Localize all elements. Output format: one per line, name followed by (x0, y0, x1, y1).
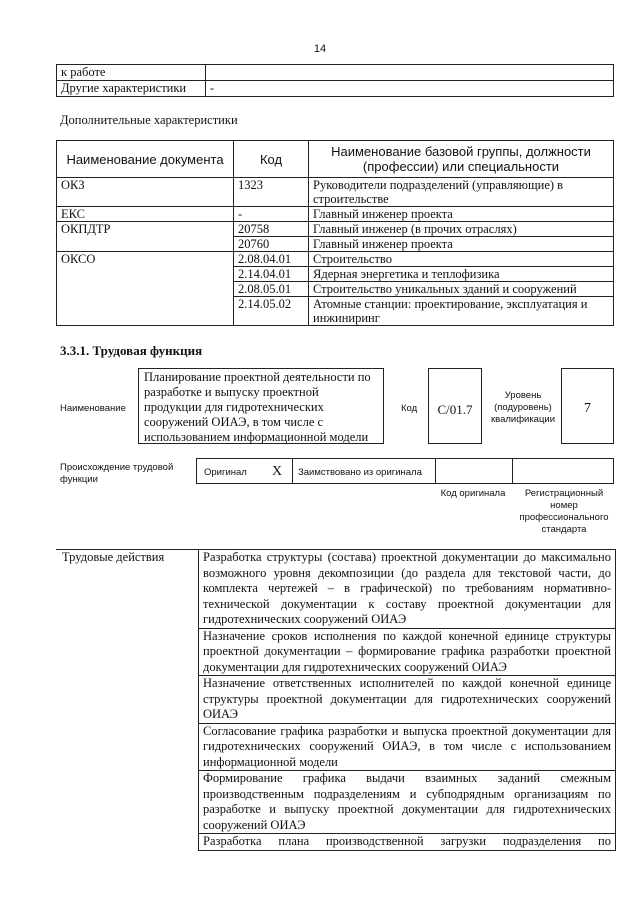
additional-heading: Дополнительные характеристики (60, 113, 238, 127)
level-value: 7 (561, 368, 614, 444)
divider (512, 458, 513, 484)
table-row (56, 550, 616, 629)
section-title: 3.3.1. Трудовая функция (60, 343, 203, 358)
labor-actions-table (56, 549, 616, 851)
top-characteristics-table (56, 64, 614, 97)
header-name: Наименование базовой группы, должности (профессии) или специальности (309, 141, 614, 178)
table-row (57, 252, 614, 267)
cell-doc: ОКПДТР (57, 222, 234, 252)
cell-name: Строительство (309, 252, 614, 267)
cell-name: Атомные станции: проектирование, эксплуатация и инжиниринг (309, 297, 614, 326)
divider (292, 458, 293, 484)
original-mark: X (272, 464, 283, 479)
table-row (57, 222, 614, 237)
function-name-value: Планирование проектной деятельности по разработке и выпуску проектной продукции для гидротехнических сооружений ОИАЭ, в том числе с использованием информационной модели (138, 368, 384, 444)
cell-code: - (234, 207, 309, 222)
cell-code: 2.08.05.01 (234, 282, 309, 297)
cell-name: Главный инженер проекта (309, 207, 614, 222)
cell-code: 20760 (234, 237, 309, 252)
cell-code: 2.08.04.01 (234, 252, 309, 267)
divider (435, 458, 436, 484)
action-item: Разработка плана производственной загрузки подразделения по (199, 834, 616, 851)
original-label: Оригинал (204, 467, 247, 478)
cell-name: Руководители подразделений (управляющие) в строительстве (309, 178, 614, 207)
borrowed-label: Заимствовано из оригинала (298, 467, 422, 478)
table-cell-value: - (206, 81, 614, 97)
header-document: Наименование документа (57, 141, 234, 178)
table-row (57, 65, 614, 81)
cell-name: Ядерная энергетика и теплофизика (309, 267, 614, 282)
table-row (57, 207, 614, 222)
table-cell-label: к работе (57, 65, 206, 81)
action-item: Разработка структуры (состава) проектной документации до максимально возможного уровня декомпозиции (до раздела для текстовой части, до комплекта чертежей – в графической) по требованиям нормативно-технической документации к составу проектной документации для гидротехнических сооружений ОИАЭ (199, 550, 616, 629)
cell-code: 1323 (234, 178, 309, 207)
cell-doc: ЕКС (57, 207, 234, 222)
action-item: Назначение ответственных исполнителей по каждой конечной единице структуры проектной документации для гидротехнических сооружений ОИАЭ (199, 676, 616, 724)
action-item: Назначение сроков исполнения по каждой конечной единице структуры проектной документации – формирование графика разработки проектной документации для гидротехнических сооружений ОИАЭ (199, 628, 616, 676)
cell-name: Строительство уникальных зданий и сооружений (309, 282, 614, 297)
cell-code: 2.14.04.01 (234, 267, 309, 282)
additional-characteristics-table (56, 140, 614, 326)
cell-code: 20758 (234, 222, 309, 237)
origin-label: Происхождение трудовой функции (60, 462, 174, 485)
table-cell-label: Другие характеристики (57, 81, 206, 97)
reg-number-caption: Регистрационный номер профессионального стандарта (519, 488, 609, 535)
level-label: Уровень (подуровень) квалификации (490, 390, 556, 425)
cell-name: Главный инженер проекта (309, 237, 614, 252)
header-code: Код (234, 141, 309, 178)
table-row (57, 178, 614, 207)
page-number: 14 (313, 43, 327, 55)
code-label: Код (401, 403, 418, 414)
function-code-value: C/01.7 (428, 368, 482, 444)
code-original-caption: Код оригинала (440, 488, 506, 499)
table-header-row (57, 141, 614, 178)
name-label: Наименование (60, 403, 126, 414)
cell-name: Главный инженер (в прочих отраслях) (309, 222, 614, 237)
table-cell-value (206, 65, 614, 81)
labor-actions-label: Трудовые действия (56, 550, 199, 851)
table-row (57, 81, 614, 97)
action-item: Согласование графика разработки и выпуска проектной документации для гидротехнических сооружений ОИАЭ, в том числе с использованием информационной модели (199, 723, 616, 771)
cell-doc: ОКЗ (57, 178, 234, 207)
cell-code: 2.14.05.02 (234, 297, 309, 326)
cell-doc: ОКСО (57, 252, 234, 326)
action-item: Формирование графика выдачи взаимных заданий смежным производственным подразделениям и субподрядным организациям по разработке и выпуску проектной документации для гидротехнических сооружений ОИАЭ (199, 771, 616, 834)
